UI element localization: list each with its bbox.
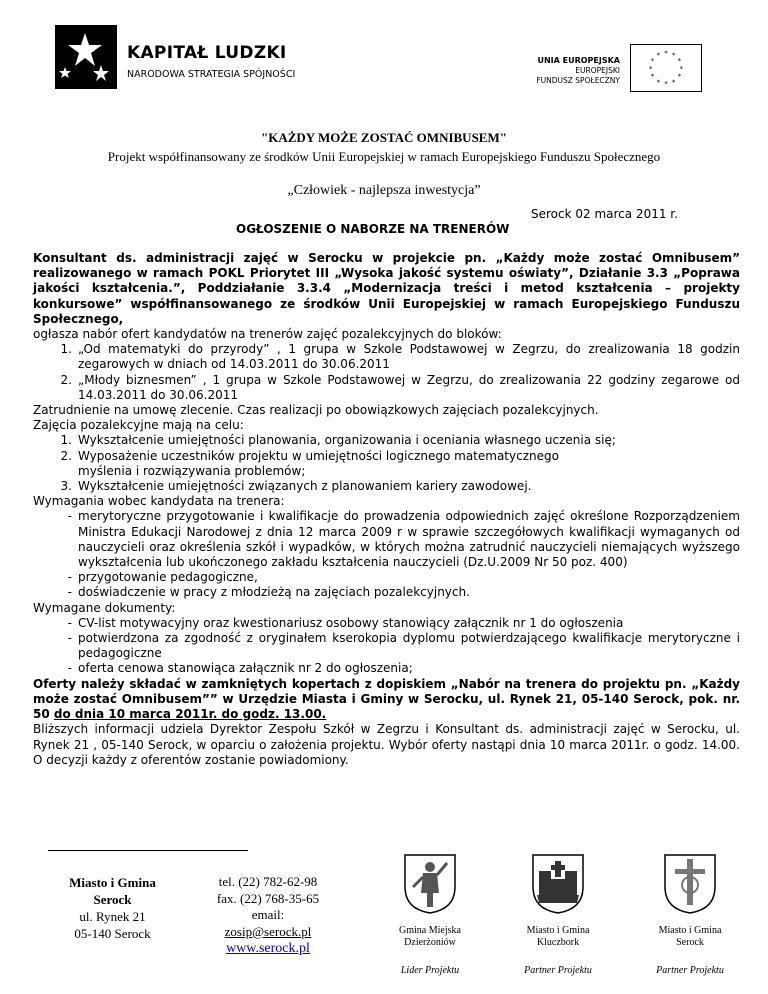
list-text: Wyposażenie uczestników projektu w umiejętności logicznego matematycznego myślenia i rozwiązywania problemów; (78, 448, 559, 478)
partner-name-line1: Gmina Miejska (399, 925, 461, 936)
svg-text:*: * (671, 78, 676, 87)
email-label: email: (251, 907, 285, 922)
list-number: 1. (60, 433, 72, 448)
intro-paragraph: Konsultant ds. administracji zajęć w Serocku w projekcie pn. „Każdy może zostać Omnibusem” realizowanego w ramach POKL Priorytet III „Wysoka jakość systemu oświaty”, Działanie 3.3 „Poprawa jakości kształcenia.”, Poddziałanie 3.3.4 „Modernizacja treści i metod kształcenia – projekty konkursowe” współfinansowanego ze środków Unii Europejskiej w ramach Europejskiego Funduszu Społecznego, (33, 251, 740, 326)
kluczbork-crest-icon (531, 853, 585, 915)
list-number: 2. (60, 448, 72, 463)
partner-name (635, 925, 745, 949)
partner-name (503, 925, 613, 949)
list-dash: - (67, 509, 72, 524)
list-dash: - (67, 631, 72, 646)
list-dash: - (67, 585, 72, 600)
documents-list (33, 616, 740, 677)
list-item (33, 570, 740, 585)
list-dash: - (67, 570, 72, 585)
partner-serock (635, 853, 745, 977)
list-item (33, 479, 740, 494)
requirements-title: Wymagania wobec kandydata na trenera: (33, 494, 285, 509)
list-item (33, 616, 740, 631)
list-number: 1. (60, 342, 72, 357)
partner-name (375, 925, 485, 949)
eu-logo (512, 44, 702, 94)
intro-line: ogłasza nabór ofert kandydatów na trenerów zajęć pozalekcyjnych do bloków: (33, 327, 502, 342)
serock-crest-icon (663, 853, 717, 915)
list-text: Wykształcenie umiejętności planowania, organizowania i oceniania własnego uczenia się; (78, 433, 616, 448)
partner-name-line1: Miasto i Gmina (526, 925, 590, 936)
list-text: oferta cenowa stanowiąca załącznik nr 2 do ogłoszenia; (78, 661, 413, 676)
kapital-ludzki-logo (55, 25, 355, 95)
project-title: "KAŻDY MOŻE ZOSTAĆ OMNIBUSEM" (261, 130, 507, 145)
partner-name-line1: Miasto i Gmina (658, 925, 722, 936)
list-item (33, 433, 740, 448)
partner-name-line2: Kluczbork (536, 937, 580, 948)
closing-paragraph: Bliższych informacji udziela Dyrektor Zespołu Szkół w Zegrzu i Konsultant ds. administracji zajęć w Serocku, ul. Rynek 21 , 05-140 Serock, w oparciu o założenia projektu. Wybór oferty nastąpi dnia 10 marca 2011r. o godz. 14.00. O decyzji każdy z oferentów zostanie powiadomiony. (33, 722, 740, 767)
list-text: „Od matematyki do przyrody” , 1 grupa w Szkole Podstawowej w Zegrzu, do zrealizowania 18 godzin zegarowych w dniach od 14.03.2011 do 30.06.2011 (78, 342, 740, 372)
list-number: 3. (60, 479, 72, 494)
list-item (33, 449, 740, 479)
footer-organization (40, 874, 185, 942)
list-dash: - (67, 661, 72, 676)
list-text: merytoryczne przygotowanie i kwalifikacje do prowadzenia odpowiednich zajęć określone Rozporządzeniem Ministra Edukacji Narodowej z dnia 12 marca 2009 r w sprawie szczegółowych kwalifikacji wymaganych od nauczycieli oraz określenia szkół i wypadków, w których można zatrudnić nauczycieli niemających wyższego wykształcenia lub ukończonego zakładu kształcenia nauczycieli (Dz.U.2009 Nr 50 poz. 400) (78, 509, 740, 570)
list-text: potwierdzona za zgodność z oryginałem kserokopia dyplomu potwierdzającego kwalifikacje merytoryczne i pedagogiczne (78, 631, 740, 661)
svg-text:*: * (679, 64, 684, 73)
kl-subtitle: NARODOWA STRATEGIA SPÓJNOŚCI (127, 69, 296, 80)
eu-flag-icon (630, 44, 702, 92)
list-item (33, 509, 740, 570)
list-item (33, 585, 740, 600)
svg-text:*: * (677, 72, 682, 81)
eu-text (536, 56, 620, 86)
offer-deadline: do dnia 10 marca 2011r. do godz. 13.00. (53, 707, 327, 722)
fax: fax. (22) 768-35-65 (216, 890, 320, 906)
svg-text:*: * (648, 64, 653, 73)
svg-text:*: * (656, 51, 661, 60)
svg-text:*: * (664, 49, 668, 58)
email-link[interactable]: zosip@serock.pl (224, 923, 312, 939)
eu-line2: EUROPEJSKI (575, 66, 620, 75)
partner-name-line2: Dzierżoniów (404, 937, 456, 948)
list-number: 2. (60, 372, 72, 387)
kapital-ludzki-mark-icon (55, 25, 117, 89)
address-line1: ul. Rynek 21 (79, 909, 146, 924)
website-link[interactable]: www.serock.pl (226, 941, 310, 956)
list-text: CV-list motywacyjny oraz kwestionariusz osobowy stanowiący załącznik nr 1 do ogłoszenia (78, 615, 624, 630)
goals-title: Zajęcia pozalekcyjne mają na celu: (33, 418, 244, 433)
documents-title: Wymagane dokumenty: (33, 600, 176, 615)
partner-dzierzoniow (375, 853, 485, 977)
list-text: Wykształcenie umiejętności związanych z planowaniem kariery zawodowej. (78, 479, 532, 494)
partner-role: Lider Projektu (400, 965, 460, 976)
eu-line1: UNIA EUROPEJSKA (537, 56, 620, 65)
goals-list (33, 433, 740, 494)
list-item (33, 342, 740, 372)
footer-divider (48, 850, 248, 851)
svg-text:*: * (671, 51, 676, 60)
svg-text:*: * (677, 57, 682, 66)
org-line1: Miasto i Gmina (69, 875, 156, 890)
offer-text: Oferty należy składać w zamkniętych kopertach z dopiskiem „Nabór na trenera do projektu pn. „Każdy może zostać Omnibusem”” w Urzędzie Miasta i Gminy w Serocku, ul. Rynek 21, 05-140 Serock, pok. nr. 50 (33, 676, 740, 722)
footer-contact (193, 874, 343, 958)
document-date: Serock 02 marca 2011 r. (531, 207, 678, 221)
list-item (33, 661, 740, 676)
eu-line3: FUNDUSZ SPOŁECZNY (536, 76, 620, 85)
phone: tel. (22) 782-62-98 (218, 874, 318, 889)
partner-role: Partner Projektu (524, 965, 592, 976)
address-line2: 05-140 Serock (74, 926, 151, 941)
offer-paragraph (33, 677, 740, 723)
partner-kluczbork (503, 853, 613, 977)
list-item (33, 631, 740, 661)
document-heading: OGŁOSZENIE O NABORZE NA TRENERÓW (236, 222, 510, 236)
dzierzoniow-crest-icon (403, 853, 457, 915)
kl-title: KAPITAŁ LUDZKI (127, 43, 287, 63)
svg-text:*: * (650, 72, 655, 81)
announcement-body (33, 251, 740, 768)
svg-text:*: * (650, 57, 655, 66)
requirements-list (33, 509, 740, 600)
list-dash: - (67, 615, 72, 630)
partner-name-line2: Serock (676, 937, 704, 948)
org-line2: Serock (93, 892, 132, 907)
list-item (33, 373, 740, 403)
blocks-list (33, 342, 740, 403)
list-text: doświadczenie w pracy z młodzieżą na zajęciach pozalekcyjnych. (78, 585, 470, 600)
svg-text:*: * (664, 80, 668, 89)
svg-text:*: * (656, 78, 661, 87)
partner-role: Partner Projektu (656, 965, 724, 976)
project-subtitle: Projekt współfinansowany ze środków Unii Europejskiej w ramach Europejskiego Funduszu Społecznego (107, 149, 661, 164)
list-text: przygotowanie pedagogiczne, (78, 570, 258, 585)
motto: „Człowiek - najlepsza inwestycja” (287, 183, 481, 198)
employment-line: Zatrudnienie na umowę zlecenie. Czas realizacji po obowiązkowych zajęciach pozalekcyjnych. (33, 403, 599, 418)
list-text: „Młody biznesmen” , 1 grupa w Szkole Podstawowej w Zegrzu, do zrealizowania 22 godziny zegarowe od 14.03.2011 do 30.06.2011 (78, 372, 740, 402)
